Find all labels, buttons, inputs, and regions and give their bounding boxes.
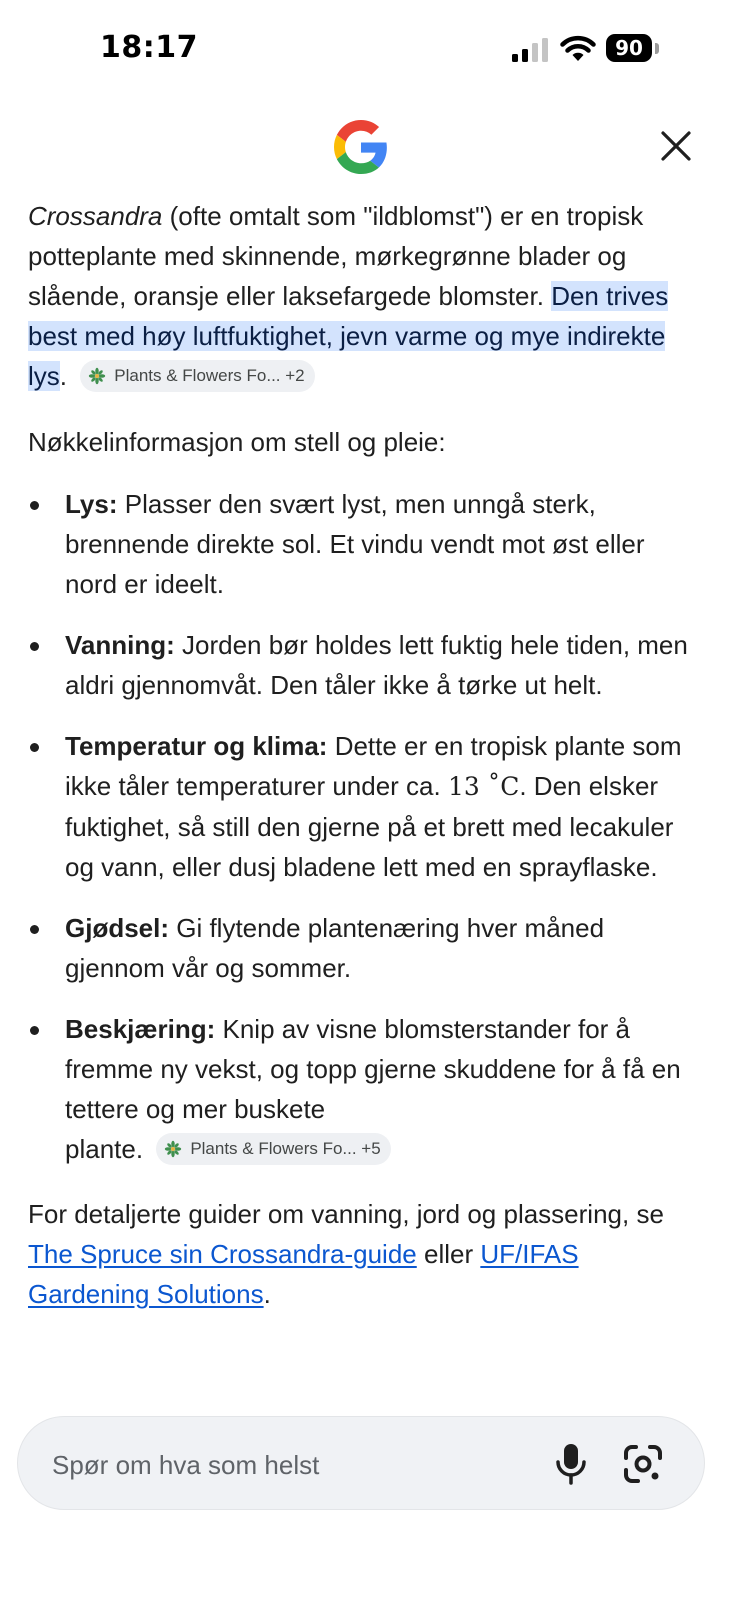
battery-cap [655, 43, 659, 54]
uf-ifas-link[interactable]: UF/IFAS Gardening Solutions [28, 1239, 579, 1309]
status-bar [0, 0, 738, 100]
bullet [30, 743, 39, 752]
battery-indicator [606, 34, 660, 64]
ask-input[interactable] [50, 1444, 494, 1486]
guides-end: . [263, 1279, 271, 1309]
item-title: Temperatur og klima: [65, 731, 328, 761]
list-item [28, 908, 700, 988]
care-list [28, 484, 700, 1169]
item-text: Plasser den svært lyst, men unngå sterk, brennende direkte sol. Et vindu vendt mot øst eller nord er ideelt. [65, 489, 645, 599]
list-item [28, 484, 700, 604]
source-chip[interactable] [80, 360, 314, 392]
status-time: 18:17 [100, 30, 198, 65]
guides-middle: eller [416, 1239, 481, 1269]
source-chip-label: Plants & Flowers Fo... +5 [190, 1139, 381, 1159]
list-item [28, 1009, 700, 1169]
highlighted-text: Den trives best med høy luftfuktighet, jevn varme og mye indirekte lys [28, 281, 669, 391]
item-title: Gjødsel: [65, 913, 170, 943]
spruce-guide-link[interactable]: The Spruce sin Crossandra-guide [28, 1239, 417, 1269]
list-item [28, 726, 700, 887]
guides-text: For detaljerte guider om vanning, jord og plassering, se [28, 1199, 664, 1229]
bullet [30, 501, 39, 510]
ai-answer [28, 196, 700, 1314]
key-info-heading: Nøkkelinformasjon om stell og pleie: [28, 427, 446, 457]
intro-text: (ofte omtalt som "ildblomst") er en tropisk potteplante med skinnende, mørkegrønne blader og slående, oransje eller laksefargede blomster. [28, 201, 644, 311]
bullet [30, 642, 39, 651]
cellular-signal-icon [512, 38, 550, 62]
item-text: Gi flytende plantenæring hver måned gjennom vår og sommer. [65, 913, 605, 983]
google-g-icon [334, 120, 388, 174]
wifi-icon [560, 35, 596, 63]
list-item [28, 625, 700, 705]
temperature-value: 13 ˚C [447, 772, 520, 801]
bullet [30, 1026, 39, 1035]
item-text-continued: . Den elsker fuktighet, så still den gjerne på et brett med lecakuler og vann, eller dusj bladene lett med en sprayflaske. [65, 771, 674, 882]
item-text-last: plante. [65, 1134, 144, 1164]
flower-favicon-icon [88, 367, 106, 385]
item-text: Jorden bør holdes lett fuktig hele tiden, men aldri gjennomvåt. Den tåler ikke å tørke ut helt. [65, 630, 688, 700]
intro-term: Crossandra [28, 201, 163, 231]
source-chip[interactable] [156, 1133, 390, 1165]
intro-paragraph [28, 196, 700, 396]
bullet [30, 925, 39, 934]
guides-paragraph [28, 1194, 700, 1314]
item-text: Dette er en tropisk plante som ikke tåler temperaturer under ca. [65, 731, 682, 801]
flower-favicon-icon [164, 1140, 182, 1158]
item-title: Lys: [65, 489, 118, 519]
microphone-icon[interactable] [551, 1442, 591, 1486]
close-icon [660, 130, 692, 162]
item-title: Vanning: [65, 630, 175, 660]
intro-end: . [59, 361, 68, 391]
google-lens-icon[interactable] [623, 1444, 663, 1484]
battery-level: 90 [606, 34, 652, 62]
source-chip-label: Plants & Flowers Fo... +2 [114, 366, 305, 386]
item-title: Beskjæring: [65, 1014, 216, 1044]
ask-bar [17, 1416, 705, 1510]
item-text: Knip av visne blomsterstander for å fremme ny vekst, og topp gjerne skuddene for å få en tettere og mer buskete [65, 1014, 681, 1124]
close-button[interactable] [654, 124, 698, 168]
